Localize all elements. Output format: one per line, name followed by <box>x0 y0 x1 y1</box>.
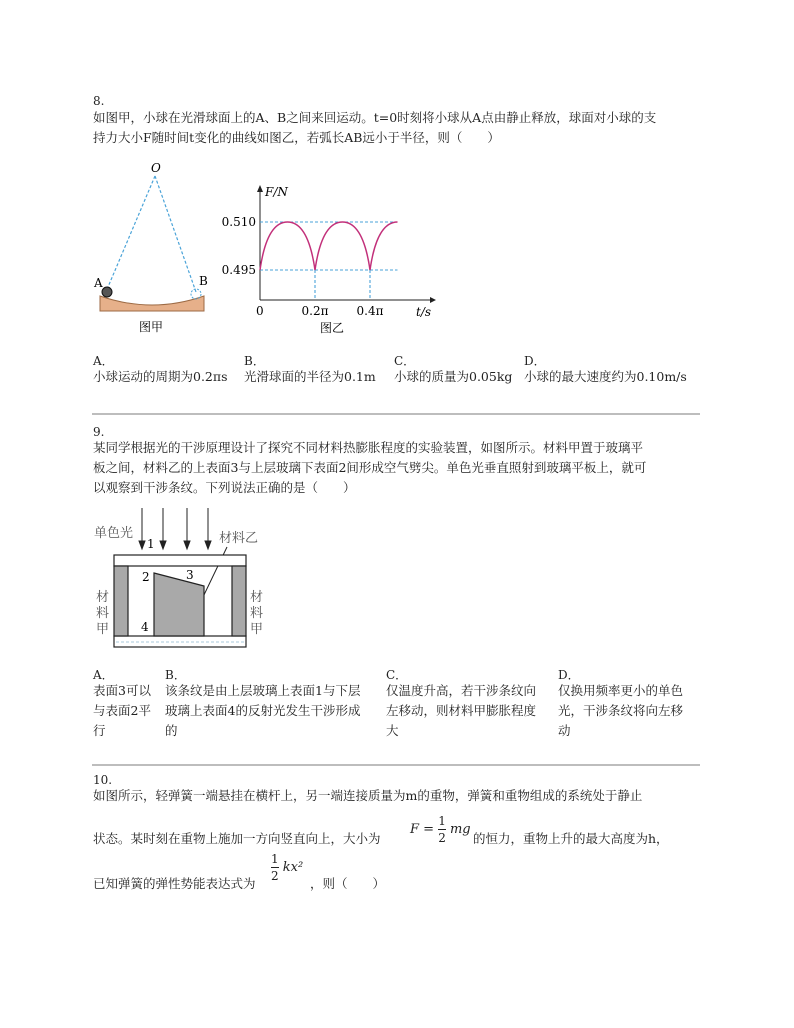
q8-chart-y-arrow <box>257 185 263 192</box>
q8-figure-yi-chart <box>222 180 442 340</box>
q9-option-d-line: 光，干涉条纹将向左移 <box>558 703 684 718</box>
q10-stem-line1: 如图所示，轻弹簧一端悬挂在横杆上，另一端连接质量为m的重物，弹簧和重物组成的系统处于静止 <box>93 788 643 803</box>
q8-stem-line1: 如图甲，小球在光滑球面上的A、B之间来回运动。t=0时刻将小球从A点由静止释放，球面对小球的支 <box>93 110 657 125</box>
q9-option-d-line: 动 <box>558 723 571 738</box>
divider-q9-q10 <box>92 764 700 766</box>
q8-number: 8. <box>93 94 105 108</box>
q10-formula-force-lhs: F = <box>410 822 439 837</box>
q8-fig1-bowl <box>100 296 204 311</box>
q10-stem-line2-b: 的恒力，重物上升的最大高度为h， <box>473 831 669 846</box>
q9-label-4: 4 <box>141 620 149 634</box>
q10-number: 10. <box>93 773 113 787</box>
q8-chart-x-arrow <box>430 297 436 303</box>
q9-label-a-left-1: 材 <box>96 590 110 605</box>
q9-option-c-text[interactable] <box>386 681 536 741</box>
q9-figure-apparatus <box>92 505 267 655</box>
q9-label-a-right-2: 料 <box>250 606 264 621</box>
q9-option-a-line: 行 <box>93 723 106 738</box>
q9-option-b-letter[interactable]: B． <box>165 668 186 682</box>
q9-option-d-text[interactable] <box>558 681 683 741</box>
q9-option-c-letter[interactable]: C． <box>386 668 408 682</box>
q9-upper-glass <box>114 555 246 566</box>
q9-option-b-line: 玻璃上表面4的反射光发生干涉形成 <box>165 703 361 718</box>
q9-option-a-line: 表面3可以 <box>93 683 151 698</box>
q10-stem-line2-a: 状态。某时刻在重物上施加一方向竖直向上，大小为 <box>93 831 381 846</box>
q8-chart-x-tick-label: 0.4π <box>356 304 384 318</box>
q9-material-b <box>154 573 204 636</box>
q9-label-a-left-2: 料 <box>96 606 110 621</box>
q8-chart-y-tick-label: 0.495 <box>222 263 256 277</box>
q10-formula-energy <box>271 852 303 883</box>
q10-formula-force-tail: mg <box>449 822 471 837</box>
q9-option-b-line: 的 <box>165 723 178 738</box>
q9-option-c-line: 左移动，则材料甲膨胀程度 <box>386 703 537 718</box>
q10-formula-force <box>410 814 471 845</box>
q9-label-3: 3 <box>186 568 194 582</box>
q8-chart-y-ticks <box>222 215 256 277</box>
q8-fig1-string-a <box>108 176 155 287</box>
q9-option-a-line: 与表面2平 <box>93 703 151 718</box>
q8-option-d-letter[interactable]: D． <box>524 354 546 368</box>
q8-chart-guides <box>260 222 398 300</box>
q8-figure-jia <box>92 156 222 341</box>
q9-label-material-b: 材料乙 <box>219 531 259 546</box>
q8-chart-y-tick-label: 0.510 <box>222 215 256 229</box>
q10-formula-energy-num: 1 <box>271 852 279 866</box>
q8-stem-line2: 持力大小F随时间t变化的曲线如图乙，若弧长AB远小于半径，则（ ） <box>93 130 500 145</box>
q8-option-b-letter[interactable]: B． <box>244 354 265 368</box>
q9-option-d-line: 仅换用频率更小的单色 <box>558 683 684 698</box>
q8-chart-x-label: t/s <box>416 305 432 319</box>
q10-formula-energy-tail: kx² <box>282 860 304 875</box>
q9-stem-line3: 以观察到干涉条纹。下列说法正确的是（ ） <box>93 480 356 495</box>
q8-option-b-text[interactable]: 光滑球面的半径为0.1m <box>244 369 376 384</box>
q8-fig1-label-o: O <box>151 161 161 175</box>
q9-material-a-right <box>232 566 246 636</box>
q8-fig1-string-b <box>155 176 196 292</box>
q10-formula-energy-fraction <box>271 852 279 883</box>
q9-label-2: 2 <box>142 570 150 584</box>
q8-chart-x-ticks <box>302 304 384 318</box>
q8-option-a-letter[interactable]: A． <box>93 354 114 368</box>
q8-fig2-caption: 图乙 <box>320 321 345 335</box>
q9-label-a-right-1: 材 <box>250 590 264 605</box>
q10-formula-force-fraction <box>438 814 446 845</box>
q8-option-d-text[interactable]: 小球的最大速度约为0.10m/s <box>524 369 687 384</box>
q9-lower-glass <box>114 636 246 647</box>
q8-fig1-ball <box>102 287 112 297</box>
q8-option-a-text[interactable]: 小球运动的周期为0.2πs <box>93 369 228 384</box>
q8-fig1-label-b: B <box>199 274 208 288</box>
q8-option-c-text[interactable]: 小球的质量为0.05kg <box>394 369 513 384</box>
q8-fig1-caption: 图甲 <box>139 320 164 334</box>
q9-material-a-left <box>114 566 128 636</box>
q9-option-d-letter[interactable]: D． <box>558 668 580 682</box>
q10-formula-energy-den: 2 <box>271 869 279 883</box>
q9-option-a-text[interactable] <box>93 681 151 741</box>
q10-stem-line3-b: ，则（ ） <box>310 876 386 891</box>
q9-option-a-letter[interactable]: A． <box>93 668 114 682</box>
q10-formula-force-num: 1 <box>438 814 446 828</box>
q9-option-c-line: 大 <box>386 723 399 738</box>
q8-chart-y-label: F/N <box>265 185 288 199</box>
q8-chart-x-tick-label: 0.2π <box>301 304 329 318</box>
q9-label-a-left-3: 甲 <box>96 622 110 637</box>
q9-number: 9. <box>93 425 105 439</box>
q9-option-b-text[interactable] <box>165 681 360 741</box>
q8-chart-series-line <box>260 222 398 270</box>
divider-q8-q9 <box>92 413 700 415</box>
q9-label-light: 单色光 <box>94 526 134 541</box>
q9-stem-line1: 某同学根据光的干涉原理设计了探究不同材料热膨胀程度的实验装置，如图所示。材料甲置于玻璃平 <box>93 440 644 455</box>
q8-chart-origin: 0 <box>256 304 264 318</box>
q10-formula-force-den: 2 <box>438 831 446 845</box>
q9-option-c-line: 仅温度升高，若干涉条纹向 <box>386 683 537 698</box>
q9-label-1: 1 <box>147 537 155 551</box>
q10-stem-line3-a: 已知弹簧的弹性势能表达式为 <box>93 876 256 891</box>
q8-option-c-letter[interactable]: C． <box>394 354 416 368</box>
q9-option-b-line: 该条纹是由上层玻璃上表面1与下层 <box>165 683 361 698</box>
q9-stem-line2: 板之间，材料乙的上表面3与上层玻璃下表面2间形成空气劈尖。单色光垂直照射到玻璃平板上，就可 <box>93 460 647 475</box>
q9-label-a-right-3: 甲 <box>250 622 264 637</box>
q8-fig1-label-a: A <box>94 276 103 290</box>
